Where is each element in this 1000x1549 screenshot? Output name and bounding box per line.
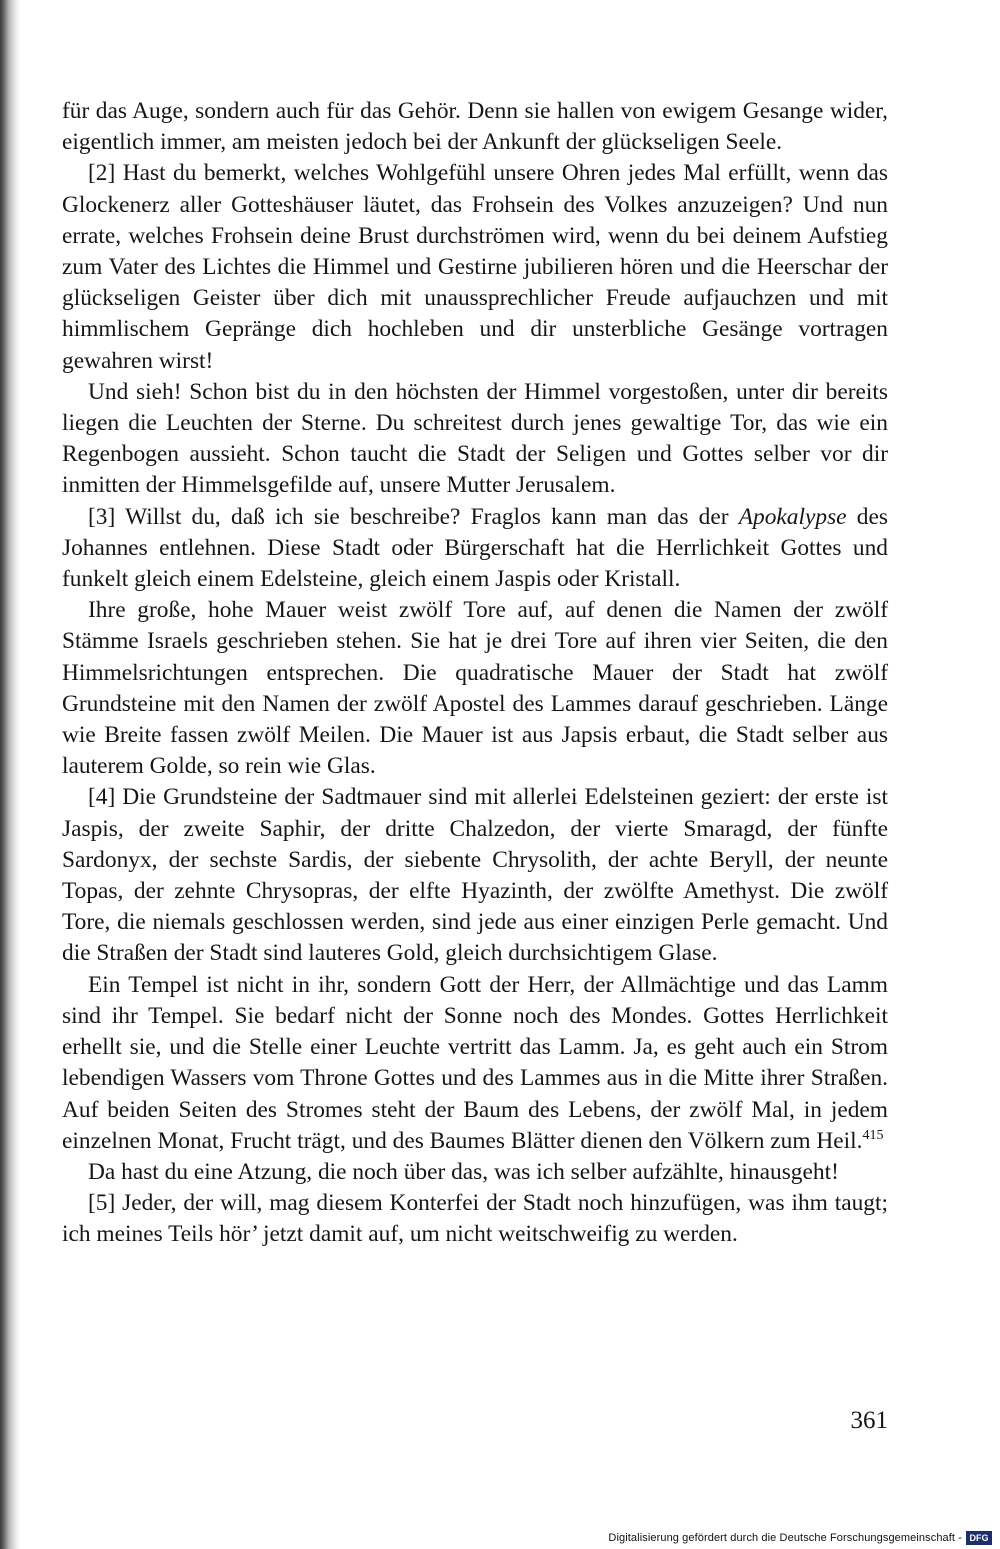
paragraph-continuation: für das Auge, sondern auch für das Gehör. Denn sie hallen von ewigem Gesange wider, eigentlich immer, am meisten jedoch bei der Ankunft der glückseligen Seele. [62,98,888,156]
paragraph-temple [62,970,888,1157]
paragraph-text: des Johannes entlehnen. Diese Stadt oder Bürgerschaft hat die Herrlichkeit Gottes und funkelt gleich einem Edelsteine, gleich einem Jaspis oder Kristall. [62,503,888,593]
paragraph-atzung: Da hast du eine Atzung, die noch über das, was ich selber aufzählte, hinausgeht! [88,1158,839,1185]
paragraph-section-3 [62,502,888,596]
funding-credit: Digitalisierung gefördert durch die Deutsche Forschungsgemeinschaft - [608,1532,962,1544]
paragraph-heaven-ascent: Und sieh! Schon bist du in den höchsten der Himmel vorgestoßen, unter dir bereits liegen die Leuchten der Sterne. Du schreitest durch jenes gewaltige Tor, das wie ein Regenbogen aussieht. Schon taucht die Stadt der Seligen und Gottes selber vor dir inmitten der Himmelsgefilde auf, unsere Mutter Jerusalem. [62,378,888,499]
body-text [62,96,888,1251]
book-binding-shadow [0,0,20,1549]
book-title-italic: Apokalypse [738,503,847,530]
paragraph-section-2: [2] Hast du bemerkt, welches Wohlgefühl unsere Ohren jedes Mal erfüllt, wenn das Glockenerz aller Gotteshäuser läutet, das Frohsein des Volkes anzuzeigen? Und nun errate, welches Frohsein deine Brust durchströmen wird, wenn du bei deinem Aufstieg zum Vater des Lichtes die Himmel und Gestirne jubilieren hören und die Heerschar der glückseligen Geister über dich mit unaussprechlicher Freude aufjauchzen und mit himmlischem Gepränge dich hochleben und dir unsterbliche Gesänge vortragen gewahren wirst! [62,160,888,374]
paragraph-section-4: [4] Die Grundsteine der Sadtmauer sind mit allerlei Edelsteinen geziert: der erste ist Jaspis, der zweite Saphir, der dritte Chalzedon, der vierte Smaragd, der fünfte Sardonyx, der sechste Sardis, der siebente Chrysolith, der achte Beryll, der neunte Topas, der zehnte Chrysopras, der elfte Hyazinth, der zwölfte Amethyst. Die zwölf Tore, die niemals geschlossen werden, sind jede aus einer einzigen Perle gemacht. Und die Straßen der Stadt sind lauteres Gold, gleich durchsichtigem Glase. [62,784,888,967]
paragraph-city-wall: Ihre große, hohe Mauer weist zwölf Tore auf, auf denen die Namen der zwölf Stämme Israels geschrieben stehen. Sie hat je drei Tore auf ihren vier Seiten, die den Himmelsrichtungen entsprechen. Die quadratische Mauer der Stadt hat zwölf Grundsteine mit den Namen der zwölf Apostel des Lammes darauf geschrieben. Länge wie Breite fassen zwölf Meilen. Die Mauer ist aus Japsis erbaut, die Stadt selber aus lauterem Golde, so rein wie Glas. [62,597,888,780]
page-number: 361 [850,1407,888,1434]
footnote-marker[interactable]: 415 [862,1127,884,1143]
paragraph-text: [3] Willst du, daß ich sie beschreibe? Fraglos kann man das der [88,503,739,530]
paragraph-text: Ein Tempel ist nicht in ihr, sondern Gott der Herr, der Allmächtige und das Lamm sind ihr Tempel. Sie bedarf nicht der Sonne noch des Mondes. Gottes Herrlichkeit erhellt sie, und die Stelle einer Leuchte vertritt das Lamm. Ja, es geht auch ein Strom lebendigen Wassers vom Throne Gottes und des Lammes aus in die Mitte ihrer Straßen. Auf beiden Seiten des Stromes steht der Baum des Lebens, der zwölf Mal, in jedem einzelnen Monat, Frucht trägt, und des Baumes Blätter dienen den Völkern zum Heil. [62,971,888,1154]
paragraph-section-5: [5] Jeder, der will, mag diesem Konterfei der Stadt noch hinzufügen, was ihm taugt; ich meines Teils hör’ jetzt damit auf, um nicht weitschweifig zu werden. [62,1190,888,1248]
dfg-logo: DFG [966,1531,992,1545]
digitization-footer [0,1527,1000,1549]
